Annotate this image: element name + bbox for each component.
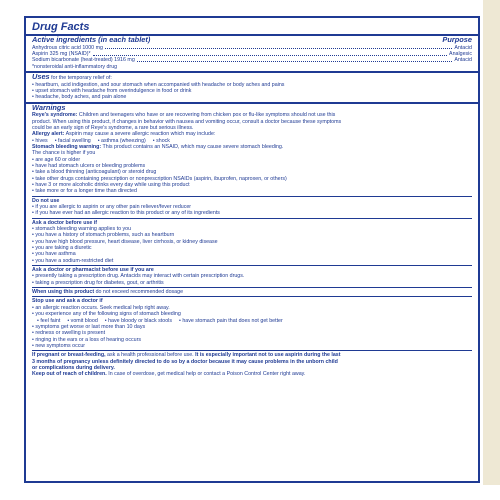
top-margin (0, 0, 500, 15)
list-item: • if you are allergic to aspirin or any other pain reliever/fever reducer (32, 204, 192, 210)
list-item: • you have high blood pressure, heart disease, liver cirrhosis, or kidney disease (32, 238, 218, 245)
stop-use-heading: Stop use and ask a doctor if (32, 298, 103, 305)
drug-facts-panel (24, 16, 480, 483)
allergy-text: Aspirin may cause a severe allergic reaction which may include: (64, 131, 216, 138)
list-item: • you have asthma (32, 251, 76, 258)
subsection-divider (32, 218, 472, 219)
list-item: • ringing in the ears or a loss of hearing occurs (32, 336, 142, 343)
list-item: • headache, body aches, and pain alone (32, 94, 127, 101)
dot-leader (93, 51, 447, 56)
subsection-divider (32, 196, 472, 197)
when-using-heading: When using this product (32, 289, 95, 296)
list-item: • redness or swelling is present (32, 330, 106, 337)
keep-out-lead: Keep out of reach of children. (32, 371, 107, 378)
allergy-label: Allergy alert: (32, 131, 65, 138)
pregnancy-bold-text: 3 months of pregnancy unless definitely directed to do so by a doctor because it may cause problems in the unborn child (32, 358, 338, 365)
list-item: • asthma (wheezing) (97, 137, 146, 144)
do-not-use-heading: Do not use (32, 197, 60, 204)
list-item: • an allergic reaction occurs. Seek medical help right away. (32, 304, 170, 311)
when-using-section (32, 289, 472, 295)
subsection-divider (32, 287, 472, 288)
active-ingredients-header (32, 36, 472, 45)
pregnancy-bold-text: or complications during delivery. (32, 364, 115, 371)
panel-title: Drug Facts (32, 21, 90, 33)
list-item: • you are taking a diuretic (32, 245, 92, 252)
ask-pharmacist-heading: Ask a doctor or pharmacist before use if you are (32, 267, 154, 274)
ingredient-purpose: Antacid (454, 57, 472, 64)
ingredient-name: Aspirin 325 mg (NSAID)* (32, 50, 91, 57)
bleeding-label: Stomach bleeding warning: (32, 143, 102, 150)
list-item: • have stomach pain that does not get better (179, 317, 283, 324)
uses-heading: Uses (32, 71, 50, 81)
list-item: • stomach bleeding warning applies to you (32, 226, 132, 233)
reyes-label: Reye's syndrome: (32, 112, 78, 119)
subsection-divider (32, 296, 472, 297)
bottom-margin (0, 485, 500, 500)
list-item: • take more or for a longer time than directed (32, 188, 137, 195)
bleeding-text: This product contains an NSAID, which may cause severe stomach bleeding. (101, 143, 284, 150)
uses-section (32, 73, 472, 82)
purpose-heading: Purpose (442, 35, 472, 44)
pregnancy-lead: If pregnant or breast-feeding, (32, 352, 106, 359)
list-item: • have 3 or more alcoholic drinks every day while using this product (32, 181, 190, 188)
list-item: • heartburn, acid indigestion, and sour stomach when accompanied with headache or body aches and pains (32, 81, 285, 88)
list-item: • you experience any of the following signs of stomach bleeding (32, 311, 181, 318)
ingredient-name: Sodium bicarbonate (heat-treated) 1916 mg (32, 57, 135, 64)
ingredient-purpose: Antacid (454, 44, 472, 51)
keep-out-text: In case of overdose, get medical help or contact a Poison Control Center right away. (106, 371, 306, 378)
when-using-text: do not exceed recommended dosage (94, 289, 184, 296)
reyes-text: Children and teenagers who have or are recovering from chicken pox or flu-like symptoms should not use this (77, 112, 336, 119)
subsection-divider (32, 265, 472, 266)
left-margin (0, 0, 22, 500)
list-item: • have bloody or black stools (104, 317, 173, 324)
list-item: • symptoms get worse or last more than 10 days (32, 323, 146, 330)
ask-doctor-heading: Ask a doctor before use if (32, 219, 98, 226)
list-item: • hives (32, 137, 48, 144)
warnings-heading: Warnings (32, 102, 66, 112)
list-item: • if you have ever had an allergic reaction to this product or any of its ingredients (32, 210, 220, 217)
list-item: • new symptoms occur (32, 342, 86, 349)
keep-out-of-reach (32, 371, 472, 377)
active-ingredients-heading: Active ingredients (in each tablet) (32, 35, 151, 44)
carton-edge (483, 0, 500, 500)
list-item: • feel faint (37, 317, 61, 324)
list-item: • vomit blood (67, 317, 98, 324)
pregnancy-text: ask a health professional before use. (105, 352, 196, 359)
list-item: • have had stomach ulcers or bleeding problems (32, 162, 146, 169)
dot-leader (105, 45, 452, 50)
list-item: • shock (152, 137, 170, 144)
list-item: • upset stomach with headache from overindulgence in food or drink (32, 87, 192, 94)
list-item: • you have a sodium-restricted diet (32, 257, 114, 264)
pregnancy-bold-text: It is especially important not to use aspirin during the last (195, 352, 341, 359)
ingredient-purpose: Analgesic (449, 50, 472, 57)
reyes-text: could be an early sign of Reye's syndrome, a rare but serious illness. (32, 124, 194, 131)
subsection-divider (32, 350, 472, 351)
bleeding-intro: The chance is higher if you (32, 150, 96, 157)
ingredient-footnote: *nonsteroidal anti-inflammatory drug (32, 63, 118, 70)
list-item: • presently taking a prescription drug. Antacids may interact with certain prescription drugs. (32, 273, 245, 280)
ingredient-name: Anhydrous citric acid 1000 mg (32, 44, 103, 51)
list-item: • you have a history of stomach problems, such as heartburn (32, 232, 175, 239)
list-item: • take a blood thinning (anticoagulant) or steroid drug (32, 169, 157, 176)
uses-intro: for the temporary relief of: (51, 74, 112, 81)
list-item: • take other drugs containing prescription or nonprescription NSAIDs (aspirin, ibuprofen, naproxen, or others) (32, 175, 287, 182)
reyes-text: product. When using this product, if changes in behavior with nausea and vomiting occur, consult a doctor because these symptoms (32, 118, 342, 125)
list-item: • are age 60 or older (32, 156, 81, 163)
list-item: • facial swelling (54, 137, 91, 144)
dot-leader (137, 57, 453, 62)
list-item: • taking a prescription drug for diabetes, gout, or arthritis (32, 279, 164, 286)
